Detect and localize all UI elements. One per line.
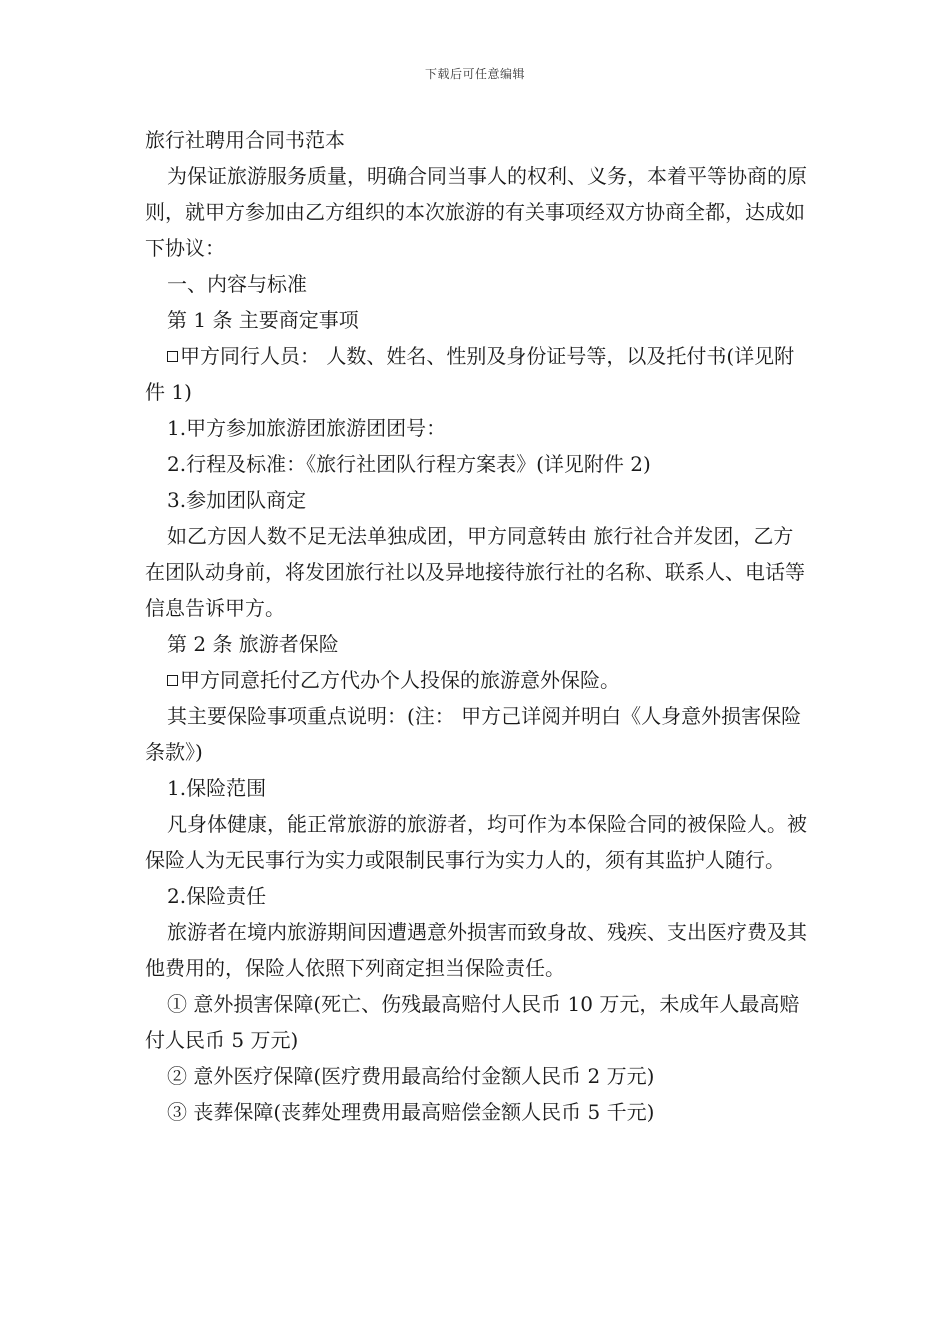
paragraph-text: 甲方同行人员： 人数、姓名、性别及身份证号等，以及托付书(详见附件 1) bbox=[145, 344, 795, 404]
paragraph: 凡身体健康，能正常旅游的旅游者，均可作为本保险合同的被保险人。被保险人为无民事行为实力或限制民事行为实力人的，须有其监护人随行。 bbox=[145, 812, 807, 872]
paragraph-text: 甲方同意托付乙方代办个人投保的旅游意外保险。 bbox=[180, 668, 620, 692]
document-title: 旅行社聘用合同书范本 bbox=[145, 128, 345, 152]
list-item: ② 意外医疗保障(医疗费用最高给付金额人民币 2 万元) bbox=[167, 1064, 655, 1088]
section-heading: 一、内容与标准 bbox=[167, 272, 307, 296]
list-item: 1.保险范围 bbox=[167, 776, 267, 800]
list-item: 2.保险责任 bbox=[167, 884, 267, 908]
list-item: 1.甲方参加旅游团旅游团团号： bbox=[167, 416, 447, 440]
article-heading: 第 1 条 主要商定事项 bbox=[167, 308, 359, 332]
list-item: 2.行程及标准：《旅行社团队行程方案表》(详见附件 2) bbox=[167, 452, 651, 476]
paragraph: 旅游者在境内旅游期间因遭遇意外损害而致身故、残疾、支出医疗费及其他费用的，保险人依照下列商定担当保险责任。 bbox=[145, 920, 807, 980]
checkbox-icon bbox=[167, 351, 178, 362]
checkbox-paragraph bbox=[145, 338, 810, 410]
paragraph-intro: 为保证旅游服务质量，明确合同当事人的权利、义务，本着平等协商的原则，就甲方参加由乙方组织的本次旅游的有关事项经双方协商全都，达成如下协议： bbox=[145, 164, 807, 260]
list-item: ① 意外损害保障(死亡、伤残最高赔付人民币 10 万元，未成年人最高赔付人民币 5 万元) bbox=[145, 992, 800, 1052]
paragraph: 其主要保险事项重点说明：(注： 甲方己详阅并明白《人身意外损害保险条款》) bbox=[145, 704, 802, 764]
page-header: 下载后可任意编辑 bbox=[424, 67, 525, 81]
article-heading: 第 2 条 旅游者保险 bbox=[167, 632, 339, 656]
list-item: 3.参加团队商定 bbox=[167, 488, 307, 512]
document-body bbox=[145, 122, 810, 1130]
paragraph: 如乙方因人数不足无法单独成团，甲方同意转由 旅行社合并发团，乙方在团队动身前，将发团旅行社以及异地接待旅行社的名称、联系人、电话等信息告诉甲方。 bbox=[145, 524, 805, 620]
checkbox-icon bbox=[167, 675, 178, 686]
checkbox-paragraph bbox=[145, 662, 810, 698]
list-item: ③ 丧葬保障(丧葬处理费用最高赔偿金额人民币 5 千元) bbox=[167, 1100, 655, 1124]
